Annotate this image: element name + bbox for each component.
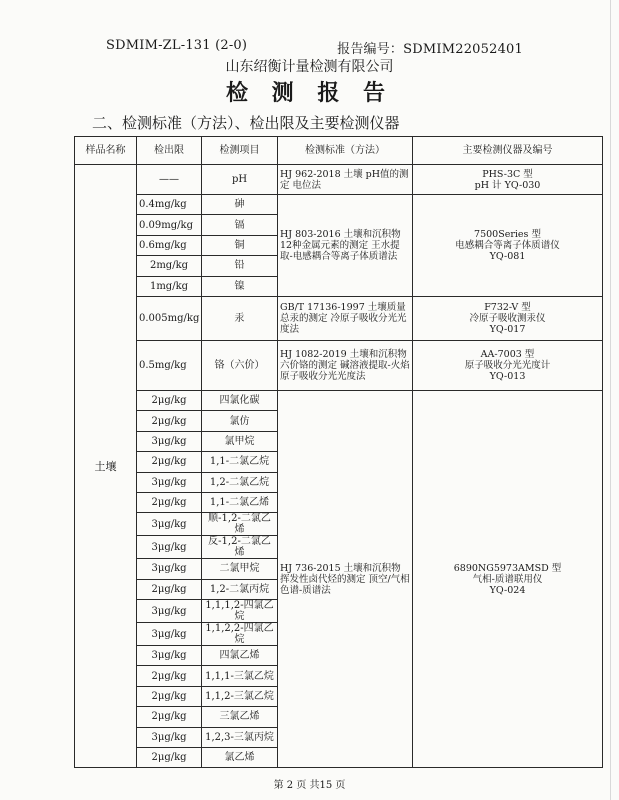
item-cell: 铜: [202, 235, 278, 255]
item-cell: 1,1-二氯乙烯: [202, 492, 278, 512]
instrument-line: 电感耦合等离子体质谱仪: [455, 239, 560, 251]
instrument-line: YQ-017: [489, 323, 526, 335]
item-cell: 1,1,1-三氯乙烷: [202, 666, 278, 686]
instrument-line: 气相-质谱联用仪: [472, 573, 543, 585]
item-cell: 四氯乙烯: [202, 646, 278, 666]
report-number: [337, 38, 523, 57]
method-cell: GB/T 17136-1997 土壤质量 总汞的测定 冷原子吸收分光光度法: [278, 296, 413, 340]
limit-cell: ——: [137, 165, 202, 195]
limit-cell: 2μg/kg: [137, 390, 202, 410]
instrument-line: pH 计 YQ-030: [474, 179, 541, 191]
instrument-line: 冷原子吸收测汞仪: [469, 312, 546, 324]
item-cell: 四氯化碳: [202, 390, 278, 410]
item-cell: 1,2-二氯乙烷: [202, 472, 278, 492]
table-row: [75, 195, 603, 215]
instrument-line: F732-V 型: [484, 301, 531, 313]
item-cell: 汞: [202, 296, 278, 340]
method-cell: HJ 962-2018 土壤 pH值的测定 电位法: [278, 165, 413, 195]
limit-cell: 3μg/kg: [137, 472, 202, 492]
method-cell: HJ 1082-2019 土壤和沉积物 六价铬的测定 碱溶液提取-火焰原子吸收分光光度法: [278, 340, 413, 390]
limit-cell: 1mg/kg: [137, 276, 202, 296]
item-cell: 铅: [202, 256, 278, 276]
form-code: SDMIM-ZL-131 (2-0): [106, 38, 248, 53]
limit-cell: 3μg/kg: [137, 536, 202, 559]
sample-name: 土壤: [75, 165, 137, 768]
item-cell: 镉: [202, 215, 278, 235]
item-cell: 二氯甲烷: [202, 559, 278, 579]
item-cell: 氯仿: [202, 411, 278, 431]
limit-cell: 2μg/kg: [137, 686, 202, 706]
page-edge: [610, 0, 611, 800]
limit-cell: 0.005mg/kg: [137, 296, 202, 340]
company-name: 山东绍衡计量检测有限公司: [225, 59, 394, 75]
instrument-line: YQ-081: [489, 250, 526, 262]
limit-cell: 2μg/kg: [137, 492, 202, 512]
item-cell: 反-1,2-二氯乙烯: [202, 536, 278, 559]
instrument-cell: [413, 390, 603, 767]
instrument-cell: [413, 195, 603, 297]
limit-cell: 2μg/kg: [137, 452, 202, 472]
col-header-sample: 样品名称: [75, 137, 137, 165]
instrument-cell: [413, 340, 603, 390]
instrument-line: PHS-3C 型: [482, 168, 533, 180]
col-header-method: 检测标准（方法）: [278, 137, 413, 165]
col-header-instrument: 主要检测仪器及编号: [413, 137, 603, 165]
limit-cell: 2μg/kg: [137, 579, 202, 599]
limit-cell: 0.5mg/kg: [137, 340, 202, 390]
instrument-line: 7500Series 型: [474, 228, 541, 240]
limit-cell: 3μg/kg: [137, 727, 202, 747]
method-cell: HJ 803-2016 土壤和沉积物 12种金属元素的测定 王水提取-电感耦合等离子体质谱法: [278, 195, 413, 297]
limit-cell: 3μg/kg: [137, 646, 202, 666]
col-header-item: 检测项目: [202, 137, 278, 165]
item-cell: 顺-1,2-二氯乙烯: [202, 513, 278, 536]
item-cell: 1,1,2,2-四氯乙烷: [202, 623, 278, 646]
item-cell: 氯甲烷: [202, 431, 278, 451]
item-cell: 1,2-二氯丙烷: [202, 579, 278, 599]
item-cell: 1,1,1,2-四氯乙烷: [202, 600, 278, 623]
report-number-label: 报告编号：: [337, 42, 404, 57]
col-header-limit: 检出限: [137, 137, 202, 165]
item-cell: 三氯乙烯: [202, 707, 278, 727]
report-header: [106, 38, 523, 58]
item-cell: 1,1-二氯乙烷: [202, 452, 278, 472]
page-footer: 第 2 页 共15 页: [273, 780, 346, 791]
instrument-line: YQ-013: [489, 370, 526, 382]
limit-cell: 3μg/kg: [137, 431, 202, 451]
table-header-row: [75, 137, 603, 165]
item-cell: 镍: [202, 276, 278, 296]
table-row: [75, 390, 603, 410]
limit-cell: 0.6mg/kg: [137, 235, 202, 255]
item-cell: pH: [202, 165, 278, 195]
instrument-line: AA-7003 型: [480, 348, 535, 360]
table-row: [75, 165, 603, 195]
page-title: 检 测 报 告: [226, 80, 393, 106]
limit-cell: 2μg/kg: [137, 666, 202, 686]
limit-cell: 2mg/kg: [137, 256, 202, 276]
detection-table: [74, 136, 603, 768]
report-number-value: SDMIM22052401: [403, 42, 523, 57]
limit-cell: 2μg/kg: [137, 411, 202, 431]
limit-cell: 2μg/kg: [137, 707, 202, 727]
table-row: [75, 296, 603, 340]
item-cell: 砷: [202, 195, 278, 215]
instrument-line: 原子吸收分光光度计: [464, 359, 551, 371]
item-cell: 氯乙烯: [202, 748, 278, 768]
instrument-cell: [413, 165, 603, 195]
item-cell: 1,1,2-三氯乙烷: [202, 686, 278, 706]
limit-cell: 3μg/kg: [137, 559, 202, 579]
limit-cell: 0.09mg/kg: [137, 215, 202, 235]
limit-cell: 0.4mg/kg: [137, 195, 202, 215]
item-cell: 铬（六价）: [202, 340, 278, 390]
instrument-line: YQ-024: [489, 584, 526, 596]
limit-cell: 3μg/kg: [137, 600, 202, 623]
limit-cell: 3μg/kg: [137, 623, 202, 646]
limit-cell: 2μg/kg: [137, 748, 202, 768]
section-title: 二、检测标准（方法）、检出限及主要检测仪器: [92, 114, 400, 132]
item-cell: 1,2,3-三氯丙烷: [202, 727, 278, 747]
limit-cell: 3μg/kg: [137, 513, 202, 536]
table-row: [75, 340, 603, 390]
method-cell: HJ 736-2015 土壤和沉积物 挥发性卤代烃的测定 顶空/气相色谱-质谱法: [278, 390, 413, 767]
instrument-cell: [413, 296, 603, 340]
instrument-line: 6890NG5973AMSD 型: [453, 562, 562, 574]
